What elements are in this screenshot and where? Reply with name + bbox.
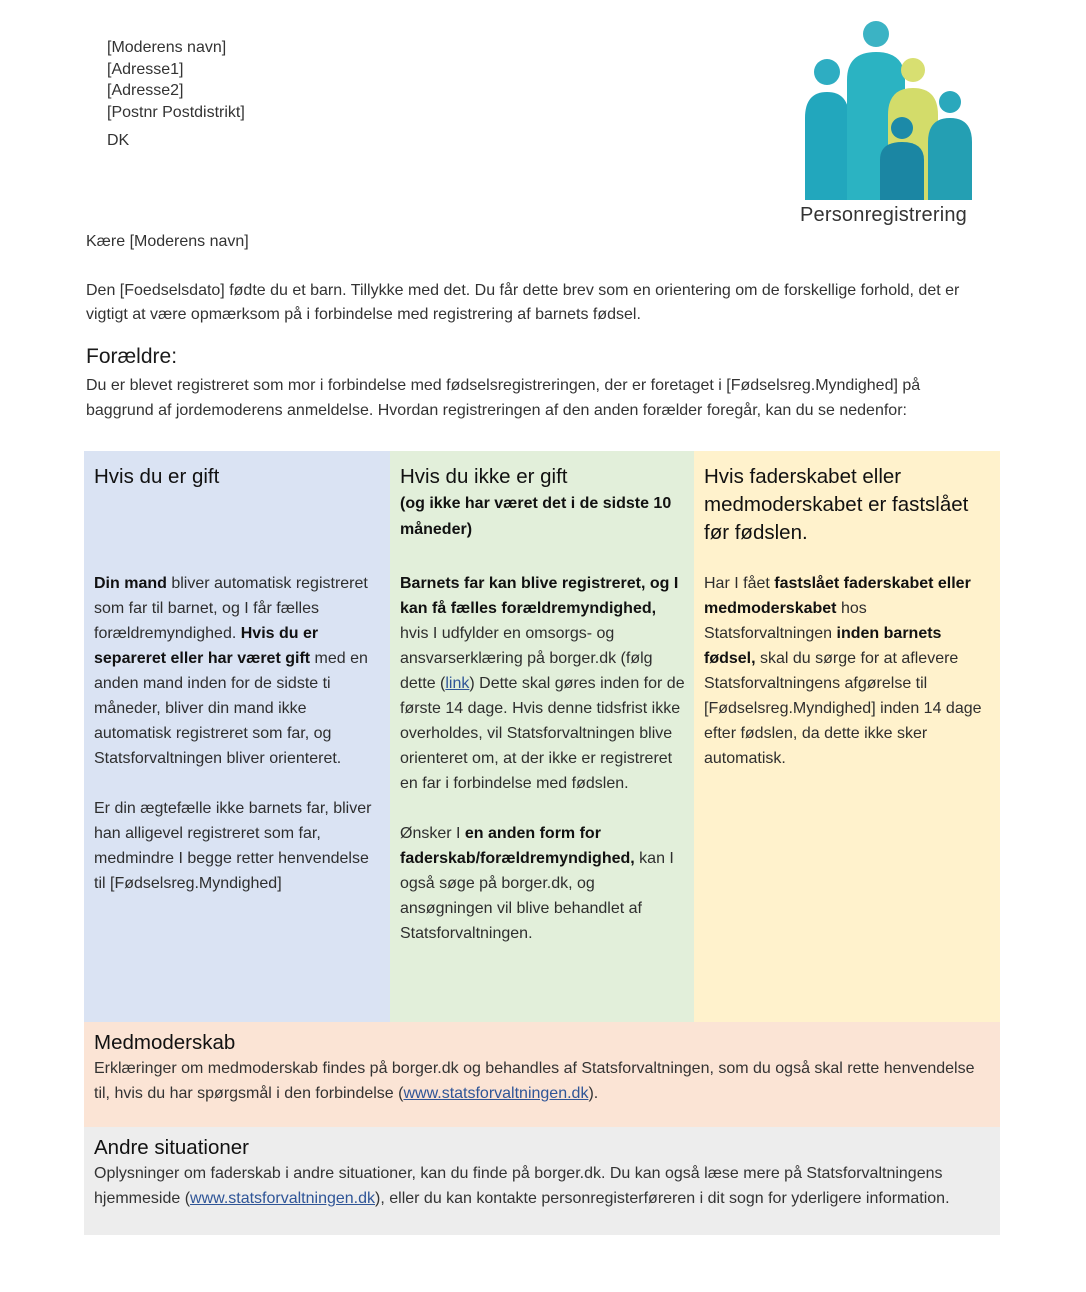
- borger-link[interactable]: link: [445, 675, 470, 692]
- column-married-paragraph-2: Er din ægtefælle ikke barnets far, bliver han alligevel registreret som far, medmindre I begge retter henvendelse til [Fødselsreg.Myndighed]: [94, 800, 372, 892]
- column-married-paragraph-1: Din mand bliver automatisk registreret som far til barnet, og I får fælles forældremyndighed. Hvis du er separeret eller har været gift med en anden mand inden for de sidste ti måneder, bliver din mand ikke automatisk registreret som far, og Statsforvaltningen bliver orienteret.: [94, 575, 368, 767]
- column-married: [84, 451, 390, 1022]
- section-body-foraeldre: Du er blevet registreret som mor i forbindelse med fødselsregistreringen, der er foretaget i [Fødselsreg.Myndighed] på baggrund af jordemoderens anmeldelse. Hvordan registreringen af den anden forælder foregår, kan du se nedenfor:: [86, 377, 921, 419]
- statsforvaltningen-link[interactable]: www.statsforvaltningen.dk: [190, 1190, 376, 1207]
- salutation: Kære [Moderens navn]: [86, 233, 249, 250]
- column-unmarried: [390, 451, 694, 1022]
- medmoderskab-text: Erklæringer om medmoderskab findes på borger.dk og behandles af Statsforvaltningen, som du også skal rette henvendelse til, hvis du har spørgsmål i den forbindelse (www.statsforvaltningen.dk).: [94, 1060, 975, 1102]
- address-line-2: [Adresse2]: [107, 82, 184, 99]
- medmoderskab-title: Medmoderskab: [94, 1031, 236, 1054]
- andre-situationer-title: Andre situationer: [94, 1136, 249, 1159]
- section-title-foraeldre: Forældre:: [86, 345, 178, 368]
- column-unmarried-paragraph-2: Ønsker I en anden form for faderskab/forældremyndighed, kan I også søge på borger.dk, og ansøgningen vil blive behandlet af Statsforvaltningen.: [400, 825, 674, 942]
- column-subheading-unmarried: (og ikke har været det i de sidste 10 måneder): [400, 495, 672, 538]
- logo-caption: Personregistrering: [800, 204, 968, 226]
- column-established-paragraph-1: Har I fået fastslået faderskabet eller medmoderskabet hos Statsforvaltningen inden barnets fødsel, skal du sørge for at aflevere Statsforvaltningens afgørelse til [Fødselsreg.Myndighed] inden 14 dage efter fødslen, da dette ikke sker automatisk.: [704, 575, 982, 767]
- address-line-1: [Adresse1]: [107, 60, 184, 78]
- column-established: [694, 451, 1000, 1022]
- medmoderskab-box: [84, 1022, 1000, 1127]
- address-line-name: [Moderens navn]: [107, 39, 227, 56]
- statsforvaltningen-link[interactable]: www.statsforvaltningen.dk: [403, 1085, 589, 1102]
- info-columns: [84, 451, 1000, 1022]
- column-heading-unmarried: Hvis du ikke er gift: [400, 465, 568, 488]
- recipient-address: [107, 37, 245, 152]
- column-heading-established: Hvis faderskabet eller medmoderskabet er fastslået før fødslen.: [704, 465, 969, 544]
- column-heading-married: Hvis du er gift: [94, 465, 220, 488]
- andre-situationer-text: Oplysninger om faderskab i andre situationer, kan du finde på borger.dk. Du kan også læse mere på Statsforvaltningens hjemmeside (www.statsforvaltningen.dk), eller du kan kontakte personregisterføreren i dit sogn for yderligere information.: [94, 1165, 950, 1207]
- intro-paragraph: Den [Foedselsdato] fødte du et barn. Tillykke med det. Du får dette brev som en orientering om de forskellige forhold, det er vigtigt at være opmærksom på i forbindelse med registrering af barnets fødsel.: [86, 282, 960, 323]
- address-postal: [Postnr Postdistrikt]: [107, 103, 245, 121]
- family-people-icon: [800, 20, 990, 205]
- andre-situationer-box: [84, 1127, 1000, 1235]
- column-unmarried-paragraph-1: Barnets far kan blive registreret, og I kan få fælles forældremyndighed, hvis I udfylder en omsorgs- og ansvarserklæring på borger.dk (følg dette (link) Dette skal gøres inden for de første 14 dage. Hvis denne tidsfrist ikke overholdes, vil Statsforvaltningen blive orienteret om, at der ikke er registreret en far i forbindelse med fødslen.: [400, 575, 685, 792]
- address-country: DK: [107, 132, 130, 149]
